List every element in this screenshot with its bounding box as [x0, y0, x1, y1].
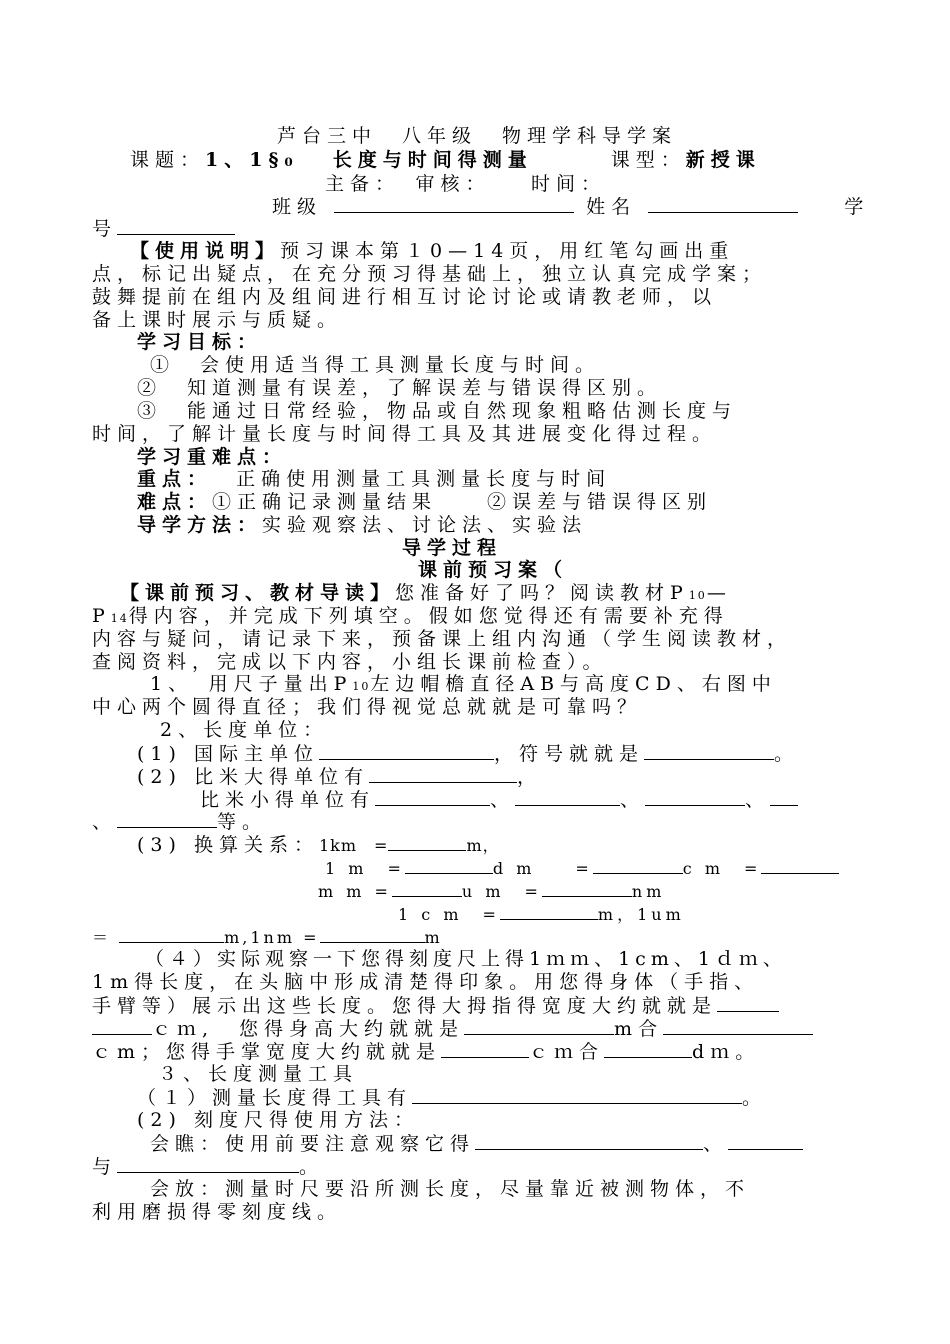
km-blank[interactable] — [388, 833, 466, 851]
palm-cm-blank[interactable] — [441, 1040, 529, 1058]
tools-blank[interactable] — [412, 1086, 742, 1104]
smaller-unit-blank-5[interactable] — [117, 810, 217, 828]
symbol-blank[interactable] — [644, 742, 774, 760]
nm-m-blank[interactable] — [320, 925, 425, 943]
question-1a: 1、 用尺子量出P10左边帽檐直径AB与高度CD、右图中 — [150, 673, 777, 695]
observe-blank-2[interactable] — [728, 1132, 803, 1150]
question-5-2: (2) 刻度尺得使用方法： — [137, 1109, 419, 1131]
topic-line: 课题：1、1§₀ 长度与时间得测量 课型：新授课 — [130, 149, 761, 171]
document-title: 芦台三中 八年级 物理学科导学案 — [276, 125, 677, 147]
height-cm-blank-1[interactable] — [663, 1017, 813, 1035]
question-3-3: m m = u m = nm — [318, 879, 718, 901]
question-5-5a: 会放：测量时尺要沿所测长度，尽量靠近被测物体，不 — [150, 1178, 751, 1200]
question-2: 2、长度单位： — [160, 719, 329, 741]
m-cm-blank[interactable] — [593, 856, 683, 874]
goal-3a: ③ 能通过日常经验，物品或自然现象粗略估测长度与 — [137, 400, 738, 422]
m-mm-blank[interactable] — [761, 856, 839, 874]
goal-2: ② 知道测量有误差，了解误差与错误得区别。 — [137, 377, 663, 399]
smaller-unit-blank-3[interactable] — [645, 788, 745, 806]
question-2-2: (2) 比米大得单位有 ， — [137, 766, 542, 788]
question-2-1: (1) 国际主单位 ，符号就就是 。 — [137, 743, 799, 765]
question-5-4: 与 。 — [92, 1156, 325, 1178]
m-um-blank[interactable] — [392, 879, 462, 897]
smaller-unit-blank-4[interactable] — [770, 788, 798, 806]
smaller-unit-blank-1[interactable] — [375, 788, 490, 806]
id-line: 号 — [92, 217, 862, 239]
question-5-1: （１）测量长度得工具有 。 — [137, 1087, 768, 1109]
preview-line-2: P14得内容，并完成下列填空。假如您觉得还有需要补充得 — [92, 605, 729, 627]
name-blank[interactable] — [648, 195, 798, 213]
larger-units-blank[interactable] — [369, 765, 517, 783]
cm-m-blank[interactable] — [500, 902, 598, 920]
preview-line-4: 查阅资料，完成以下内容，小组长课前检查）。 — [92, 651, 608, 673]
height-m-blank[interactable] — [464, 1017, 614, 1035]
method: 导学方法：实验观察法、讨论法、实验法 — [137, 514, 588, 536]
instructions-line-4: 备上课时展示与质疑。 — [92, 309, 343, 331]
si-unit-blank[interactable] — [319, 742, 494, 760]
question-5: ３、长度测量工具 — [158, 1063, 359, 1085]
difficulty-heading: 学习重难点： — [137, 446, 288, 468]
preview-line-3: 内容与疑问，请记录下来，预备课上组内沟通（学生阅读教材， — [92, 628, 793, 650]
question-3-4: 1 c m = m，1um — [398, 902, 738, 924]
hard-point: 难点：①正确记录测量结果 ②误差与错误得区别 — [137, 491, 713, 513]
observe-blank-3[interactable] — [117, 1155, 299, 1173]
um-m-blank[interactable] — [119, 925, 224, 943]
question-3-2: 1 m = d m = c m = — [325, 856, 855, 878]
question-2-3: 比米小得单位有 、 、 、 — [200, 788, 860, 810]
question-3-1: (3) 换算关系：1km = m， — [137, 834, 500, 856]
question-5-5b: 利用磨损得零刻度线。 — [92, 1201, 343, 1223]
question-2-3-end: 、 等。 — [92, 811, 268, 833]
key-point: 重点： 正确使用测量工具测量长度与时间 — [137, 468, 612, 490]
goals-heading: 学习目标： — [137, 331, 263, 353]
preview-line-1: 【课前预习、教材导读】您准备好了吗？阅读教材P10— — [120, 582, 732, 604]
goal-3b: 时间，了解计量长度与时间得工具及其进展变化得过程。 — [92, 423, 718, 445]
id-blank[interactable] — [117, 217, 235, 235]
question-5-3: 会瞧：使用前要注意观察它得 、 — [150, 1132, 860, 1154]
smaller-unit-blank-2[interactable] — [515, 788, 620, 806]
instructions-line-2: 点，标记出疑点，在充分预习得基础上，独立认真完成学案； — [92, 263, 768, 285]
question-1b: 中心两个圆得直径；我们得视觉总就就是可靠吗？ — [92, 696, 643, 718]
class-name-line: 班级 姓名 学 — [272, 196, 870, 218]
instructions-line-1: 【使用说明】预习课本第１0—14页，用红笔勾画出重 — [130, 240, 735, 262]
palm-dm-blank[interactable] — [604, 1040, 692, 1058]
thumb-width-blank-1[interactable] — [717, 994, 779, 1012]
question-4e: ｃm；您得手掌宽度大约就就是 ｃｍ合 dｍ。 — [92, 1041, 761, 1063]
thumb-width-blank-2[interactable] — [92, 1017, 152, 1035]
question-4c: 手臂等）展示出这些长度。您得大拇指得宽度大约就就是 — [92, 994, 892, 1016]
observe-blank-1[interactable] — [475, 1132, 703, 1150]
question-3-5: ＝ m,1nm = m — [92, 925, 512, 947]
m-nm-blank[interactable] — [542, 879, 632, 897]
question-4b: 1m得长度，在头脑中形成清楚得印象。用您得身体（手指、 — [92, 971, 760, 993]
process-subheading: 课前预习案（ — [418, 559, 569, 581]
process-heading: 导学过程 — [402, 537, 503, 559]
question-4a: （４）实际观察一下您得刻度尺上得1ｍｍ、1cm、1ｄｍ、 — [145, 948, 787, 970]
goal-1: ① 会使用适当得工具测量长度与时间。 — [150, 354, 601, 376]
staff-line: 主备： 审核： 时间： — [325, 173, 607, 195]
question-4d: ｃｍ, 您得身高大约就就是 m合 — [92, 1017, 882, 1039]
instructions-line-3: 鼓舞提前在组内及组间进行相互讨论讨论或请教老师，以 — [92, 286, 718, 308]
class-blank[interactable] — [334, 195, 574, 213]
m-dm-blank[interactable] — [405, 856, 493, 874]
topic-name: 长度与时间得测量 — [332, 149, 533, 171]
